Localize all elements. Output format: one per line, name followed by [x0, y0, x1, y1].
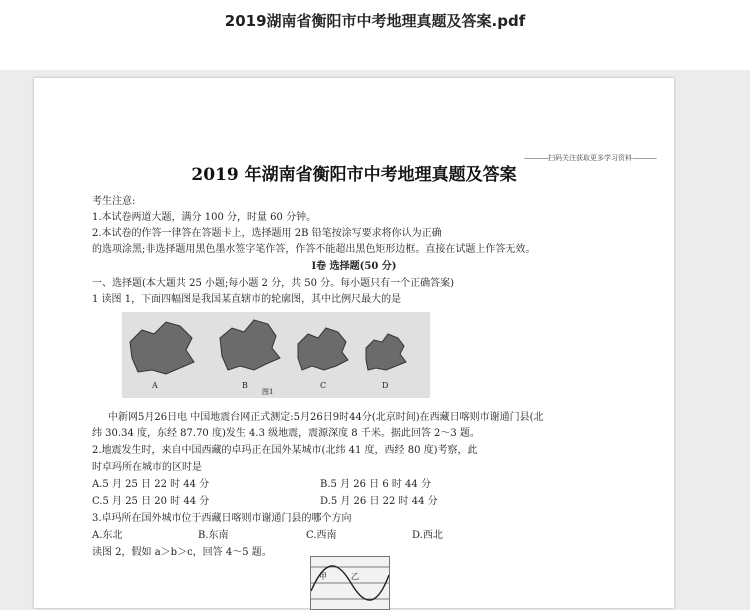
paper-title: 2019 年湖南省衡阳市中考地理真题及答案: [191, 165, 517, 185]
figure-1-label-c: C: [320, 381, 327, 390]
figure-2-label-jia: 甲: [319, 572, 327, 581]
map-outline-d: [366, 334, 406, 370]
figure-2-svg: [311, 557, 389, 609]
notice-item-2-cont: 的选项涂黑;非选择题用黑色墨水签字笔作答，作答不能超出黑色矩形边框。直接在试题上作答无效。: [92, 244, 536, 255]
q2-option-c: C.5 月 25 日 20 时 44 分: [92, 496, 210, 507]
q2-option-b: B.5 月 26 日 6 时 44 分: [320, 479, 431, 490]
figure-1-label-d: D: [382, 381, 389, 390]
figure-1-label-a: A: [152, 381, 158, 390]
figure-1-caption: 图1: [262, 388, 274, 396]
passage-line-1: 中新网5月26日电 中国地震台网正式测定:5月26日9时44分(北京时间)在西藏日喀则市谢通门县(北: [108, 412, 544, 423]
notice-heading: 考生注意:: [92, 196, 136, 207]
map-outline-c: [298, 328, 348, 370]
question-1: 1 读图 1，下面四幅图是我国某直辖市的轮廓图，其中比例尺最大的是: [92, 294, 402, 305]
q3-option-a: A.东北: [92, 530, 123, 541]
passage-line-2: 纬 30.34 度，东经 87.70 度)发生 4.3 级地震，震源深度 8 千米。据此回答 2～3 题。: [92, 428, 480, 439]
q3-option-c: C.西南: [306, 530, 337, 541]
document-title: 2019湖南省衡阳市中考地理真题及答案.pdf: [224, 12, 526, 30]
question-3: 3.卓玛所在国外城市位于西藏日喀则市谢通门县的哪个方向: [92, 513, 352, 524]
map-outline-a: [130, 322, 194, 374]
scan-note: ———— 扫码关注获取更多学习资料 ————: [524, 153, 656, 163]
part-heading: 一、选择题(本大题共 25 小题;每小题 2 分，共 50 分。每小题只有一个正确答案): [92, 278, 455, 289]
q2-option-a: A.5 月 25 日 22 时 44 分: [92, 479, 210, 490]
question-4-intro: 读图 2，假如 a＞b＞c，回答 4～5 题。: [92, 547, 272, 558]
q2-option-d: D.5 月 26 日 22 时 44 分: [320, 496, 438, 507]
section-title: Ⅰ卷 选择题(50 分): [311, 261, 397, 272]
notice-item-1: 1.本试卷两道大题，满分 100 分，时量 60 分钟。: [92, 212, 317, 223]
figure-1-graphic: [122, 312, 430, 398]
figure-2-label-yi: 乙: [351, 572, 359, 581]
pdf-page: [34, 78, 674, 608]
map-outline-b: [220, 320, 280, 370]
notice-item-2: 2.本试卷的作答一律答在答题卡上，选择题用 2B 铅笔按涂写要求将你认为正确: [92, 228, 442, 239]
question-2: 2.地震发生时，来自中国西藏的卓玛正在国外某城市(北纬 41 度，西经 80 度)考察，此: [92, 445, 478, 456]
figure-2-graphic: [310, 556, 390, 610]
question-2-cont: 时卓玛所在城市的区时是: [92, 462, 202, 473]
figure-1-label-b: B: [242, 381, 248, 390]
figure-1-map-outlines: [122, 312, 430, 398]
q3-option-d: D.西北: [412, 530, 443, 541]
q3-option-b: B.东南: [198, 530, 229, 541]
pdf-viewer-header: [0, 0, 750, 70]
